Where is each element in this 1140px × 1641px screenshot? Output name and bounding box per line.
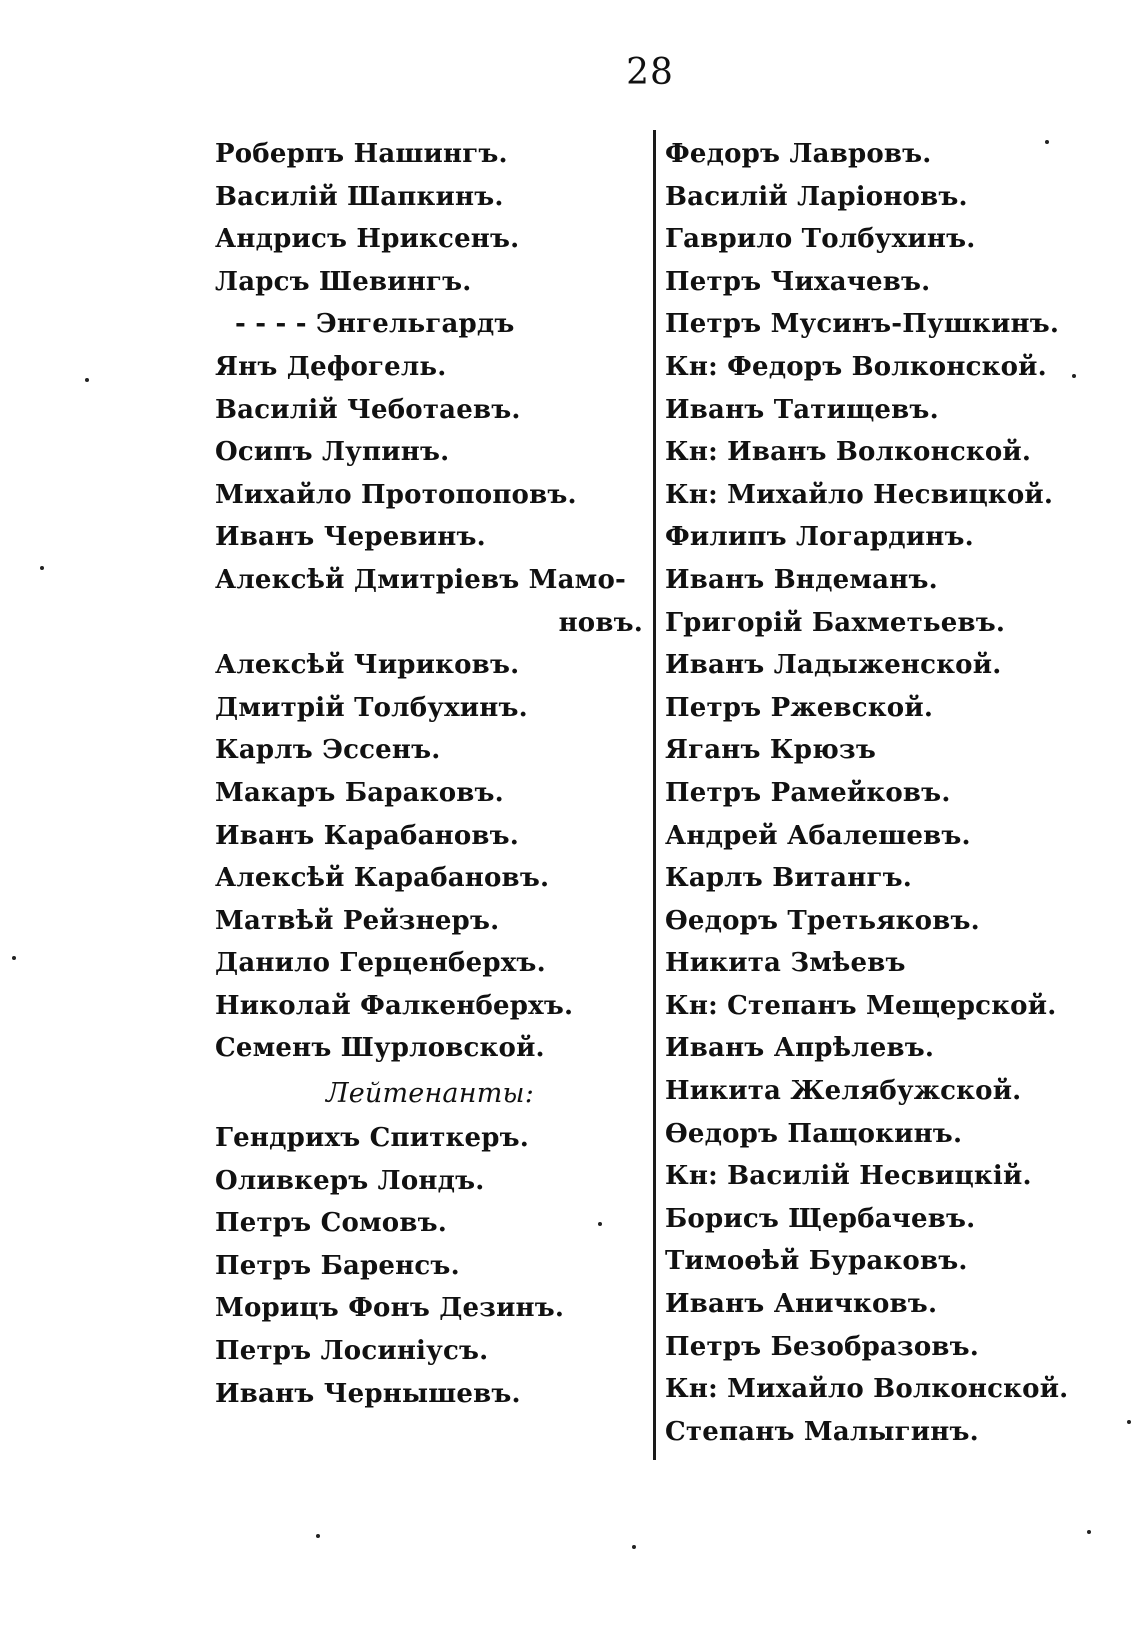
scan-speck (1072, 374, 1076, 378)
list-item: Гендрихъ Спиткеръ. (215, 1123, 530, 1154)
list-item: Михайло Протопоповъ. (215, 479, 577, 510)
list-item: Кн: Михайло Несвицкой. (665, 479, 1054, 510)
page-number: 28 (626, 52, 674, 93)
list-item: Андрей Абалешевъ. (665, 820, 971, 851)
list-item: Григорій Бахметьевъ. (665, 607, 1006, 638)
list-item: Никита Желябужской. (665, 1076, 1022, 1107)
list-item: Петръ Мусинъ-Пушкинъ. (665, 309, 1060, 340)
list-item: Карлъ Эссенъ. (215, 735, 441, 766)
list-item: Морицъ Фонъ Дезинъ. (215, 1293, 565, 1324)
list-item: Карлъ Витангъ. (665, 863, 912, 894)
list-item: Василій Ларіоновъ. (665, 181, 968, 212)
list-item: Оливкеръ Лондъ. (215, 1165, 485, 1196)
scan-speck (1045, 140, 1049, 144)
list-item: Иванъ Апрѣлевъ. (665, 1033, 935, 1064)
list-item: Борисъ Щербачевъ. (665, 1203, 976, 1234)
list-item: Федоръ Лавровъ. (665, 139, 932, 169)
list-item: Иванъ Карабановъ. (215, 820, 520, 851)
list-item: Петръ Рамейковъ. (665, 777, 951, 808)
scan-speck (1127, 1420, 1131, 1424)
list-item: Андрисъ Нриксенъ. (215, 224, 520, 255)
list-item: Петръ Безобразовъ. (665, 1331, 980, 1362)
hyphen-continuation: новъ. (558, 607, 643, 638)
list-item: Николай Фалкенберхъ. (215, 990, 574, 1021)
scan-speck (316, 1534, 320, 1538)
section-heading-lieutenants: Лейтенанты: (325, 1078, 535, 1110)
list-item: Матвѣй Рейзнеръ. (215, 905, 500, 936)
list-item: Роберпъ Нашингъ. (215, 139, 508, 169)
list-item: Кн: Василій Несвицкій. (665, 1161, 1032, 1192)
list-item: Кн: Степанъ Мещерской. (665, 990, 1057, 1021)
list-item: Алексѣй Чириковъ. (215, 650, 520, 681)
scan-speck (12, 956, 16, 960)
list-item: Иванъ Аничковъ. (665, 1289, 938, 1320)
list-item: Ѳедоръ Пащокинъ. (665, 1118, 963, 1149)
list-item: Иванъ Вндеманъ. (665, 564, 938, 595)
list-item: Петръ Сомовъ. (215, 1208, 448, 1239)
list-item: Осипъ Лупинъ. (215, 437, 450, 468)
list-item: Иванъ Черевинъ. (215, 522, 486, 553)
list-item: Петръ Чихачевъ. (665, 266, 931, 297)
list-item: Алексѣй Дмитріевъ Мамо- (215, 564, 626, 595)
list-item: Никита Змѣевъ (665, 948, 906, 979)
list-item: Кн: Михайло Волконской. (665, 1374, 1069, 1405)
list-item: Данило Герценберхъ. (215, 948, 546, 979)
left-column-list (215, 133, 645, 1415)
column-divider (653, 130, 656, 1460)
list-item: Янъ Дефогель. (215, 351, 447, 382)
list-item: Гаврило Толбухинъ. (665, 224, 976, 255)
scan-speck (85, 378, 89, 382)
dashed-surname-entry: - - - - Энгельгардъ (235, 309, 515, 340)
list-item: Петръ Баренсъ. (215, 1250, 460, 1281)
list-item: Дмитрій Толбухинъ. (215, 692, 528, 723)
list-item: Филипъ Логардинъ. (665, 522, 974, 553)
list-item: Кн: Федоръ Волконской. (665, 351, 1047, 382)
list-item: Василій Шапкинъ. (215, 181, 504, 212)
scan-speck (632, 1545, 636, 1549)
scan-speck (40, 566, 44, 570)
list-item: Семенъ Шурловской. (215, 1033, 545, 1064)
scan-speck (598, 1222, 602, 1226)
list-item: Василій Чеботаевъ. (215, 394, 521, 425)
list-item: Степанъ Малыгинъ. (665, 1416, 979, 1447)
right-column-list (665, 133, 1115, 1453)
list-item: Петръ Ржевской. (665, 692, 934, 723)
list-item: Петръ Лосиніусъ. (215, 1336, 489, 1367)
list-item: Макаръ Бараковъ. (215, 777, 504, 808)
scan-speck (1087, 1530, 1091, 1534)
list-item: Ѳедоръ Третьяковъ. (665, 905, 980, 936)
list-item: Ларсъ Шевингъ. (215, 266, 472, 297)
list-item: Иванъ Ладыженской. (665, 650, 1002, 681)
list-item: Кн: Иванъ Волконской. (665, 437, 1032, 468)
list-item: Тимоѳѣй Бураковъ. (665, 1246, 968, 1277)
list-item: Иванъ Татищевъ. (665, 394, 939, 425)
list-item: Иванъ Чернышевъ. (215, 1378, 521, 1409)
list-item: Яганъ Крюзъ (665, 735, 876, 766)
list-item: Алексѣй Карабановъ. (215, 863, 550, 894)
